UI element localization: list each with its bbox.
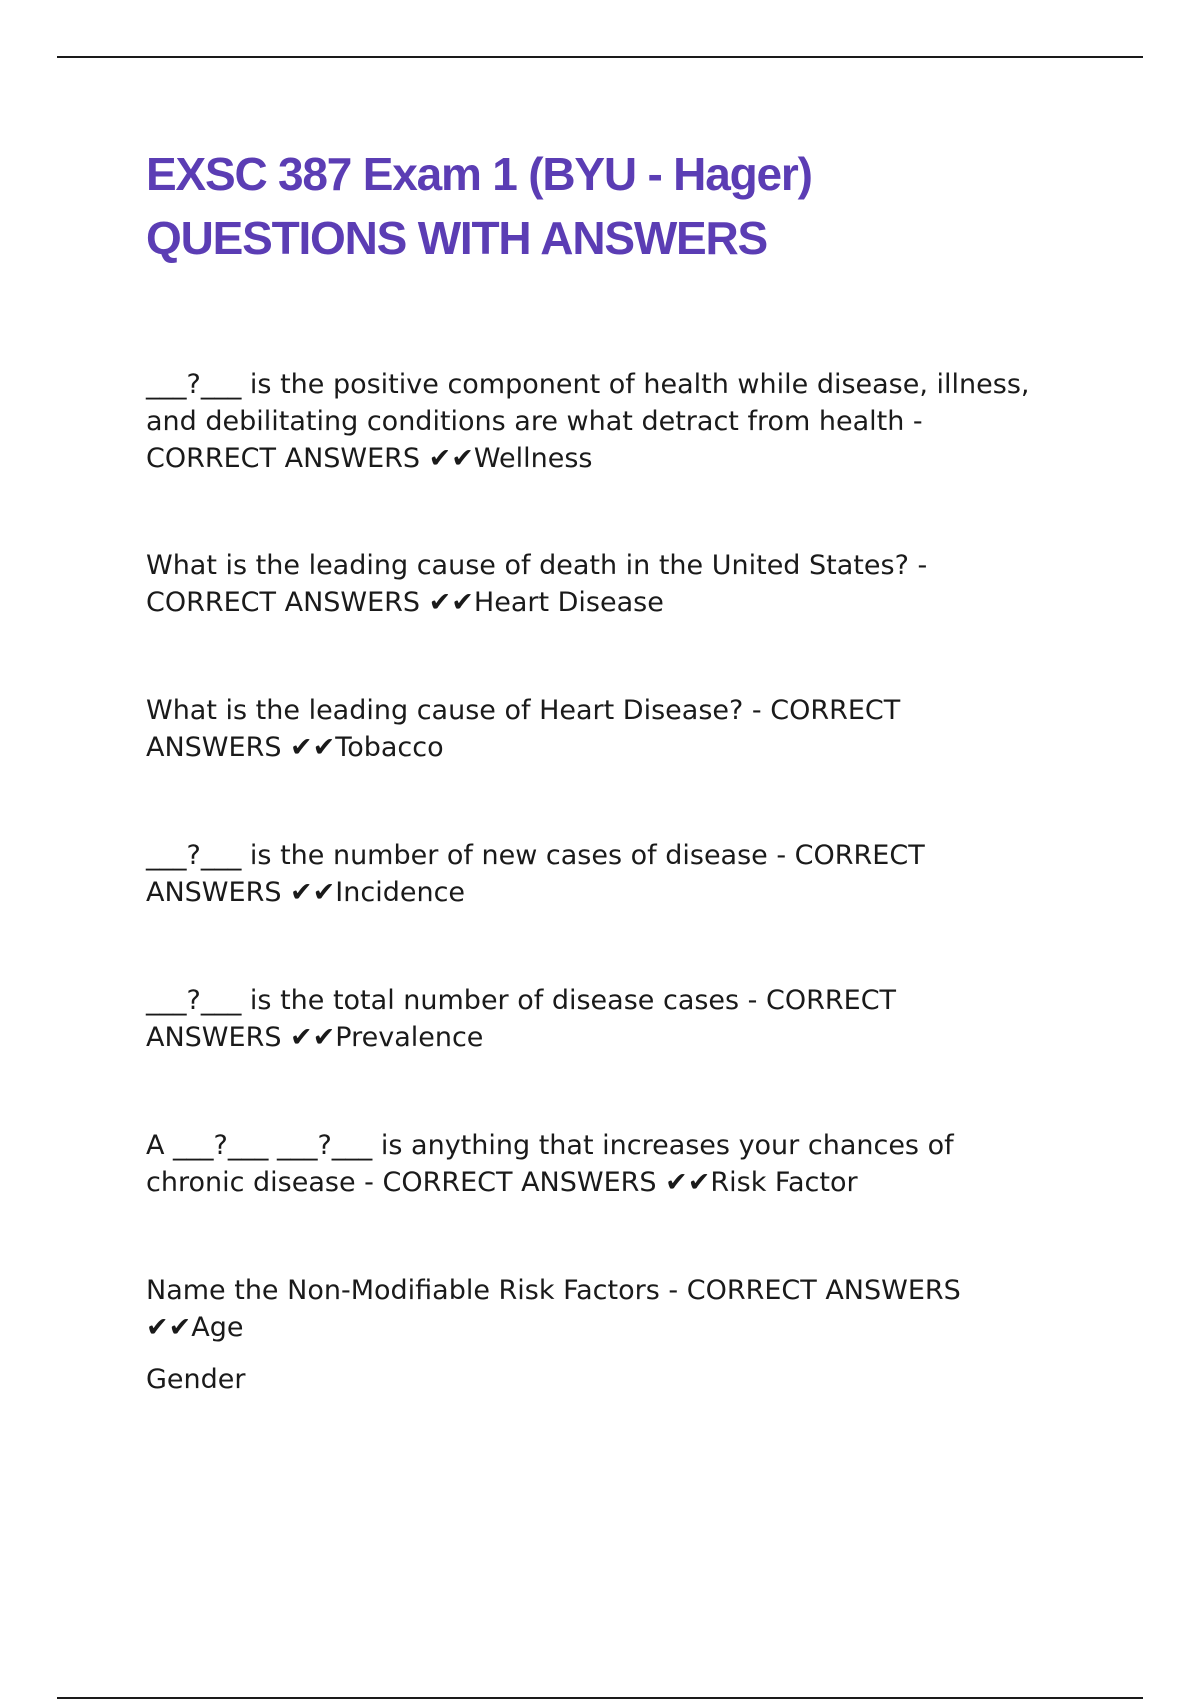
title-line-2: QUESTIONS WITH ANSWERS — [146, 212, 768, 264]
qa-line: CORRECT ANSWERS ✔✔Heart Disease — [146, 587, 664, 618]
title-line-1: EXSC 387 Exam 1 (BYU - Hager) — [146, 148, 812, 200]
qa-line: What is the leading cause of death in the United States? - — [146, 550, 928, 581]
qa-item-non-modifiable — [146, 1272, 1106, 1398]
qa-line: ___?___ is the positive component of health while disease, illness, — [146, 369, 1030, 400]
qa-line: Name the Non-Modifiable Risk Factors - CORRECT ANSWERS — [146, 1275, 961, 1306]
qa-line: A ___?___ ___?___ is anything that increases your chances of — [146, 1130, 954, 1161]
qa-line: ANSWERS ✔✔Prevalence — [146, 1022, 484, 1053]
qa-line: ✔✔Age — [146, 1312, 244, 1343]
qa-line: ___?___ is the number of new cases of disease - CORRECT — [146, 840, 925, 871]
document-title — [146, 142, 1106, 270]
qa-line-extra: Gender — [146, 1364, 246, 1395]
qa-item-risk-factor — [146, 1127, 1106, 1201]
qa-line: and debilitating conditions are what detract from health - — [146, 406, 923, 437]
qa-line: ANSWERS ✔✔Incidence — [146, 877, 466, 908]
top-rule — [57, 56, 1143, 58]
qa-line: ___?___ is the total number of disease cases - CORRECT — [146, 985, 897, 1016]
qa-item-incidence — [146, 837, 1106, 911]
qa-line: CORRECT ANSWERS ✔✔Wellness — [146, 443, 593, 474]
qa-line: ANSWERS ✔✔Tobacco — [146, 732, 444, 763]
qa-item-leading-cause-death — [146, 547, 1106, 621]
bottom-rule — [57, 1697, 1143, 1699]
qa-list — [146, 366, 1106, 1398]
qa-item-wellness — [146, 366, 1106, 477]
qa-item-cause-heart-disease — [146, 692, 1106, 766]
qa-line: What is the leading cause of Heart Disease? - CORRECT — [146, 695, 901, 726]
qa-line: chronic disease - CORRECT ANSWERS ✔✔Risk Factor — [146, 1167, 858, 1198]
qa-item-prevalence — [146, 982, 1106, 1056]
